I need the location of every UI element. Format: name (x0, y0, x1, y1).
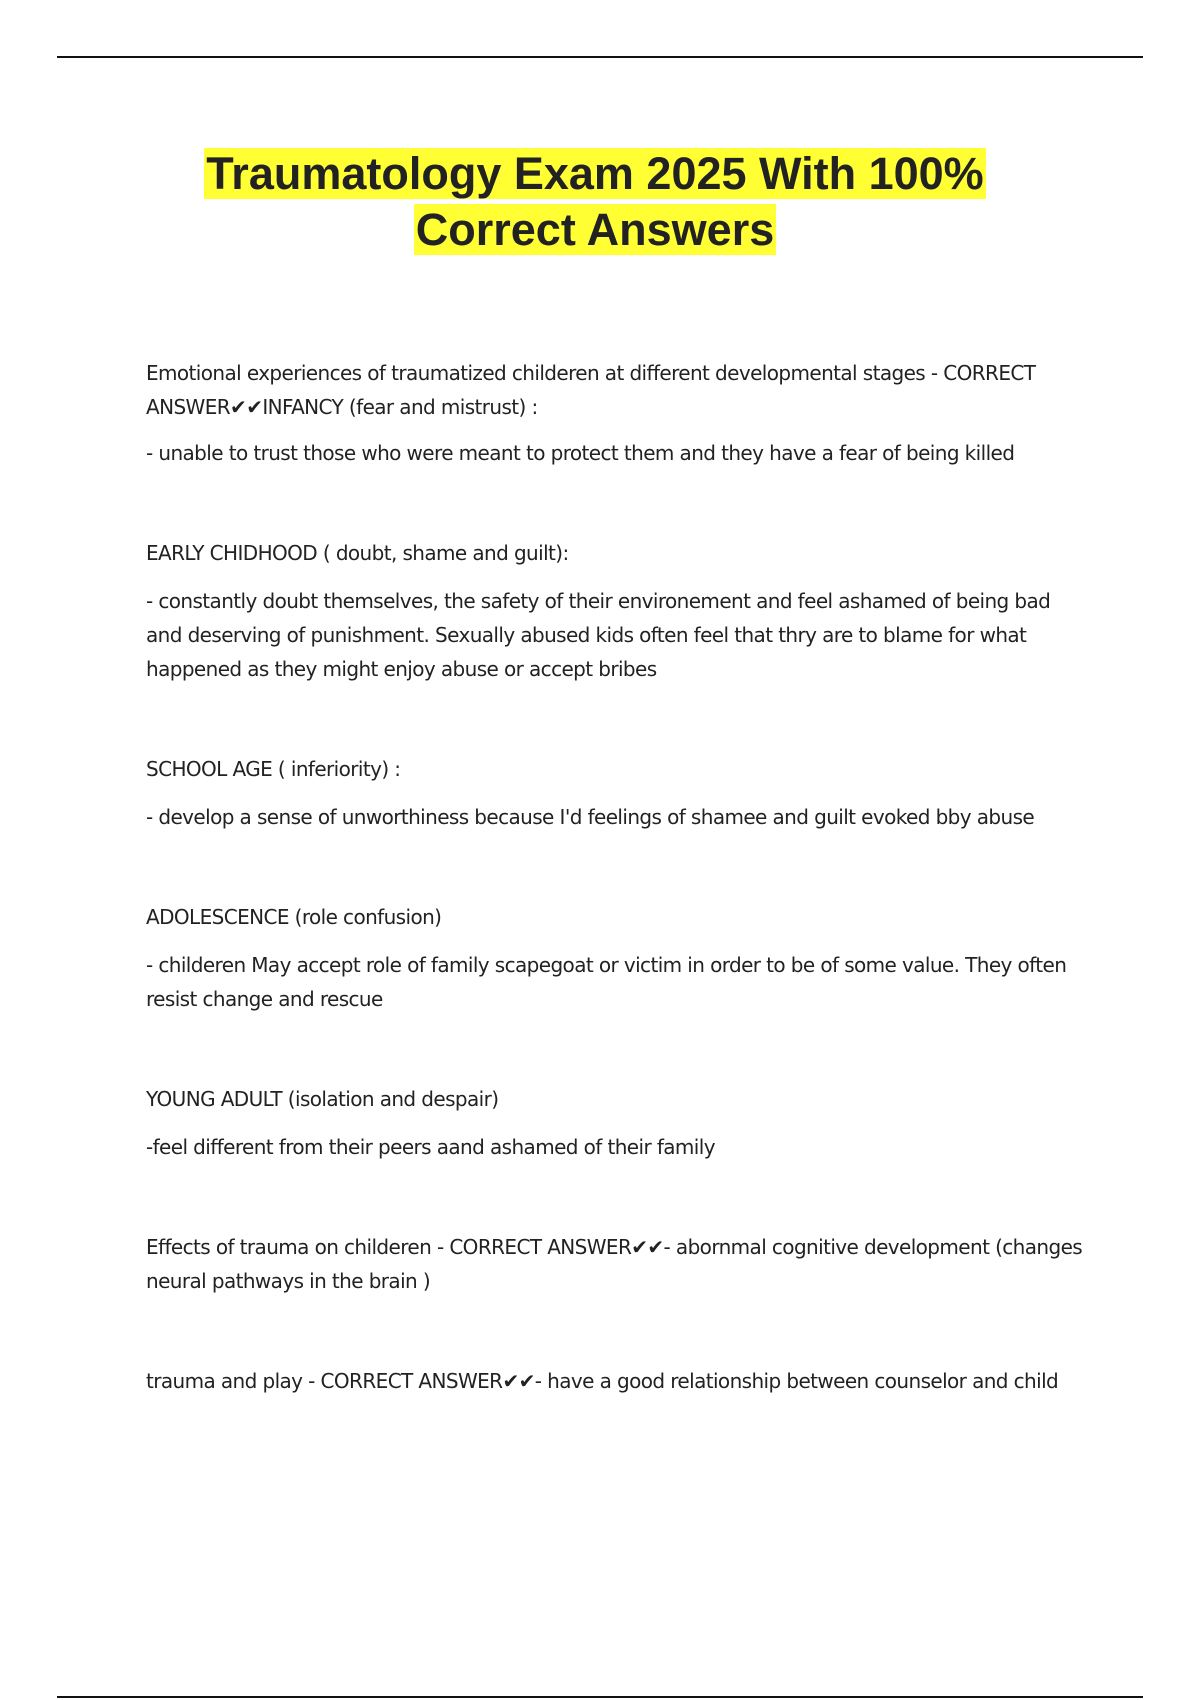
entry-body: -feel different from their peers aand ashamed of their family (146, 1135, 715, 1159)
entry-heading: YOUNG ADULT (isolation and despair) (146, 1087, 499, 1111)
title-block (60, 146, 1130, 258)
document-title (60, 146, 1130, 258)
entry-heading: Effects of trauma on childeren - CORRECT ANSWER✔✔- abornmal cognitive development (changes neural pathways in the brain ) (146, 1235, 1083, 1293)
top-rule (57, 56, 1143, 58)
entry-body: - unable to trust those who were meant to protect them and they have a fear of being killed (146, 441, 1015, 465)
title-line-1: Traumatology Exam 2025 With 100% (206, 148, 984, 199)
entry-heading: trauma and play - CORRECT ANSWER✔✔- have a good relationship between counselor and child (146, 1369, 1059, 1393)
entry-heading: EARLY CHIDHOOD ( doubt, shame and guilt): (146, 541, 569, 565)
entry-heading: ADOLESCENCE (role confusion) (146, 905, 442, 929)
entry-heading: Emotional experiences of traumatized childeren at different developmental stages - CORRECT ANSWER✔✔INFANCY (fear and mistrust) : (146, 361, 1036, 419)
entry-body: - constantly doubt themselves, the safety of their environement and feel ashamed of being bad and deserving of punishment. Sexually abused kids often feel that thry are to blame for what happened as they might enjoy abuse or accept bribes (146, 589, 1051, 681)
title-line-2: Correct Answers (415, 204, 775, 255)
bottom-rule (57, 1696, 1143, 1698)
entry-heading: SCHOOL AGE ( inferiority) : (146, 757, 401, 781)
document-body (146, 356, 1086, 1464)
entry-body: - develop a sense of unworthiness because I'd feelings of shamee and guilt evoked bby abuse (146, 805, 1035, 829)
entry-body: - childeren May accept role of family scapegoat or victim in order to be of some value. They often resist change and rescue (146, 953, 1067, 1011)
